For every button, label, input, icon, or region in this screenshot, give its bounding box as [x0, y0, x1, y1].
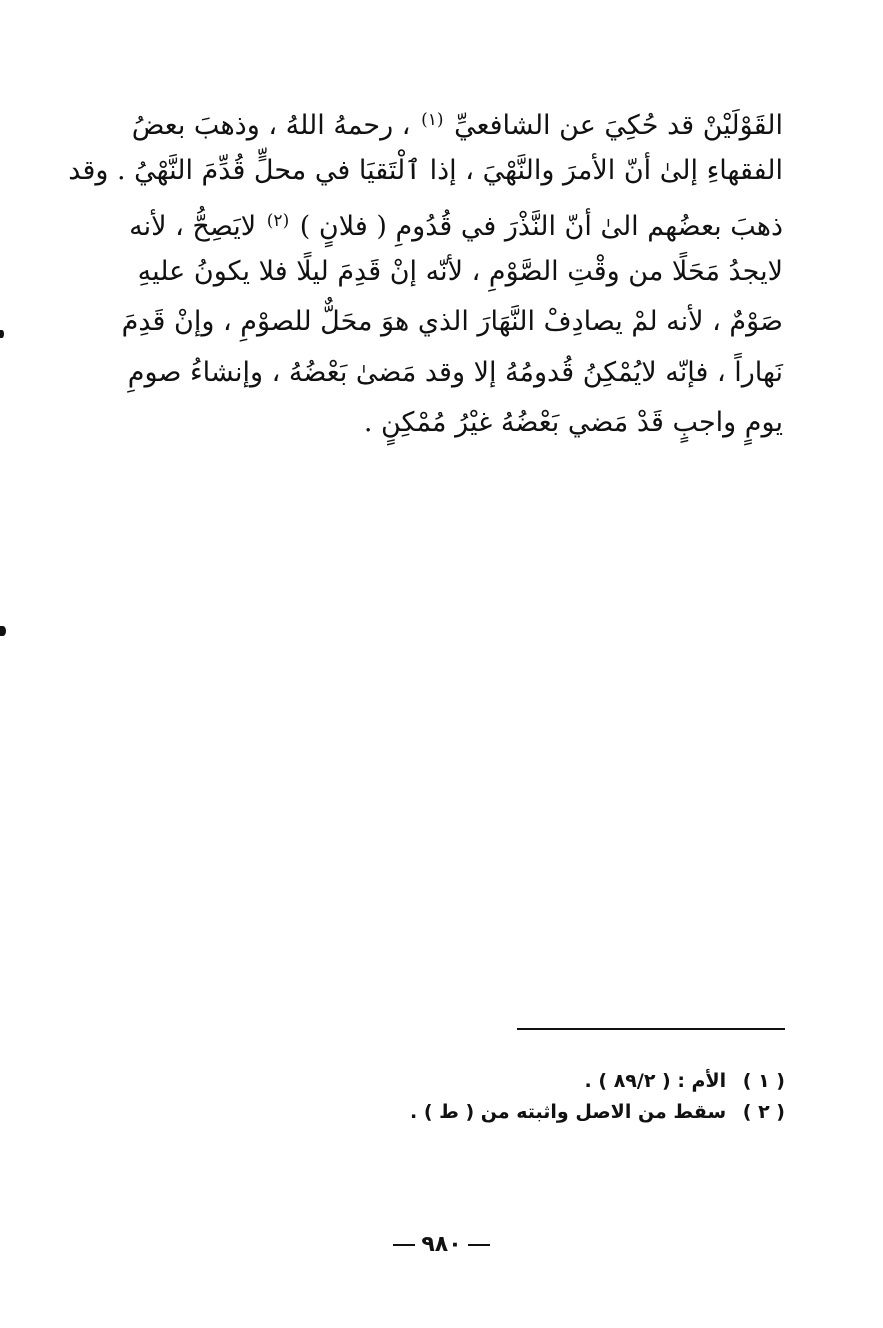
- footnote-1: [285, 1066, 785, 1097]
- text-line-1: [113, 95, 783, 146]
- footnote-number: ( ١ ): [742, 1070, 785, 1092]
- text-line-7: يومٍ واجبٍ قَدْ مَضي بَعْضُهُ غيْرُ مُمْكِنٍ .: [363, 407, 783, 438]
- text-segment: ، رحمهُ اللهُ ، وذهبَ بعضُ: [131, 110, 411, 141]
- scan-artifact: [0, 626, 6, 636]
- footnote-divider: [517, 1028, 785, 1030]
- dash-icon: [468, 1244, 490, 1246]
- text-line-3: [113, 196, 783, 247]
- footnotes: [285, 1066, 785, 1128]
- footnote-text: الأم : ( ٨٩/٢ ) .: [584, 1070, 727, 1092]
- footnote-text: سقط من الاصل واثبته من ( ط ) .: [410, 1101, 727, 1123]
- text-segment: ذهبَ بعضُهم الىٰ أنّ النَّذْرَ في قُدُومِ ( فلانٍ ): [299, 211, 783, 242]
- page-number: [0, 1232, 883, 1257]
- dash-icon: [393, 1244, 415, 1246]
- footnote-2: [285, 1097, 785, 1128]
- text-line-6: نَهاراً ، فإنّه لايُمْكِنُ قُدومُهُ إلا وقد مَضىٰ بَعْضُهُ ، وإنشاءُ صومِ: [127, 356, 783, 388]
- text-line-4: لايجدُ مَحَلًا من وقْتِ الصَّوْمِ ، لأنّه إنْ قَدِمَ ليلًا فلا يكونُ عليهِ: [137, 255, 783, 287]
- footnote-marker-2: (٢): [266, 211, 290, 231]
- footnote-marker-1: (١): [421, 110, 444, 130]
- text-segment: لايَصِحُّ ، لأنه: [129, 211, 257, 242]
- text-segment: القَوْلَيْنْ قد حُكِيَ عن الشافعيِّ: [454, 110, 783, 141]
- main-text: [68, 95, 783, 449]
- text-line-2: الفقهاءِ إلىٰ أنّ الأمرَ والنَّهْيَ ، إذا ٱلْتَقيَا في محلٍّ قُدِّمَ النَّهْيُ . وقد: [68, 154, 783, 186]
- page-number-value: ٩٨٠: [421, 1232, 462, 1257]
- scan-artifact: [0, 330, 4, 338]
- footnote-number: ( ٢ ): [742, 1101, 785, 1123]
- text-line-5: صَوْمٌ ، لأنه لمْ يصادِفْ النَّهَارَ الذي هوَ محَلٌّ للصوْمِ ، وإنْ قَدِمَ: [121, 306, 783, 337]
